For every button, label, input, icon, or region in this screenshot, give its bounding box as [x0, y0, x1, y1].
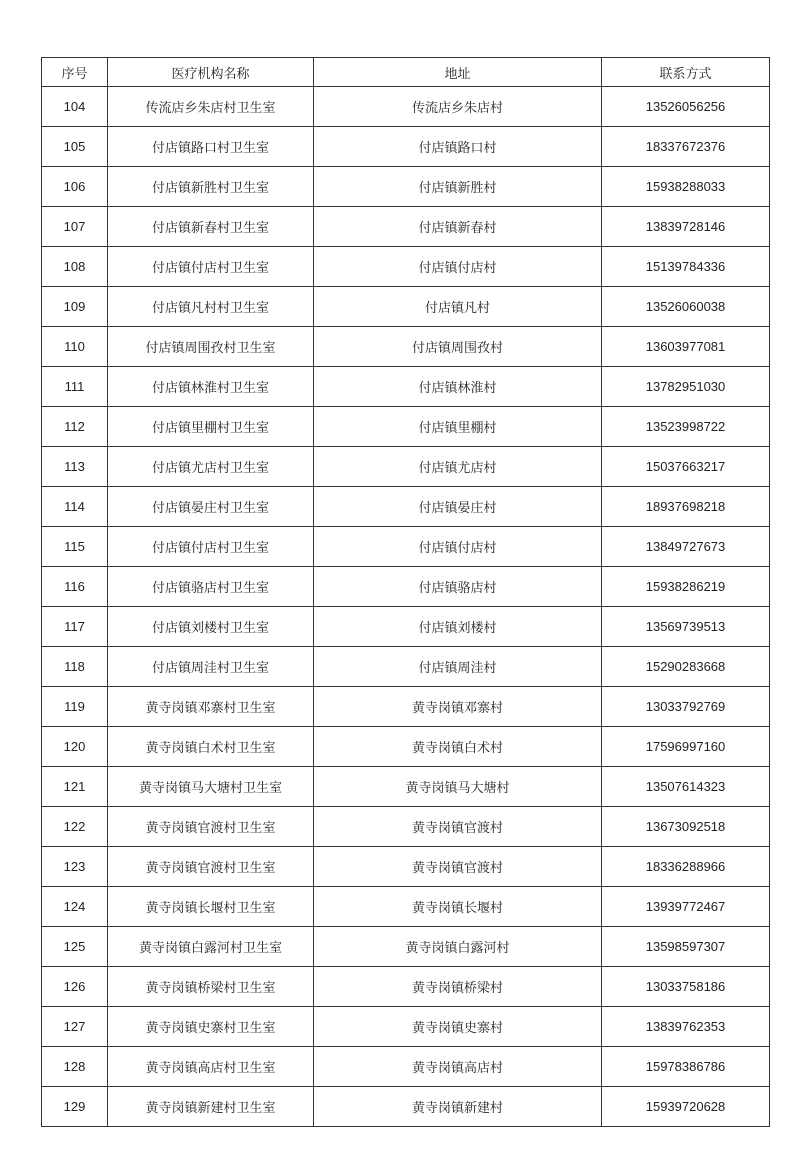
phone-cell: 15939720628 — [602, 1087, 770, 1127]
institution-name-cell: 付店镇付店村卫生室 — [108, 527, 314, 567]
table-row — [42, 167, 770, 207]
phone-cell: 18336288966 — [602, 847, 770, 887]
phone-cell: 18937698218 — [602, 487, 770, 527]
address-cell: 付店镇里棚村 — [314, 407, 602, 447]
address-cell: 付店镇周围孜村 — [314, 327, 602, 367]
serial-number-cell: 114 — [42, 487, 108, 527]
address-cell: 付店镇付店村 — [314, 527, 602, 567]
address-cell: 黄寺岗镇桥梁村 — [314, 967, 602, 1007]
phone-cell: 13033758186 — [602, 967, 770, 1007]
table-row — [42, 487, 770, 527]
address-cell: 付店镇尤店村 — [314, 447, 602, 487]
header-contact: 联系方式 — [602, 58, 770, 87]
serial-number-cell: 129 — [42, 1087, 108, 1127]
table-row — [42, 807, 770, 847]
phone-cell: 13782951030 — [602, 367, 770, 407]
serial-number-cell: 110 — [42, 327, 108, 367]
address-cell: 付店镇新春村 — [314, 207, 602, 247]
institution-name-cell: 付店镇周围孜村卫生室 — [108, 327, 314, 367]
address-cell: 黄寺岗镇官渡村 — [314, 807, 602, 847]
institution-name-cell: 黄寺岗镇官渡村卫生室 — [108, 807, 314, 847]
phone-cell: 13598597307 — [602, 927, 770, 967]
table-row — [42, 927, 770, 967]
address-cell: 黄寺岗镇长堰村 — [314, 887, 602, 927]
institution-name-cell: 黄寺岗镇邓寨村卫生室 — [108, 687, 314, 727]
institution-name-cell: 付店镇付店村卫生室 — [108, 247, 314, 287]
institution-name-cell: 黄寺岗镇马大塘村卫生室 — [108, 767, 314, 807]
serial-number-cell: 117 — [42, 607, 108, 647]
address-cell: 黄寺岗镇白术村 — [314, 727, 602, 767]
table-row — [42, 567, 770, 607]
phone-cell: 13673092518 — [602, 807, 770, 847]
phone-cell: 13523998722 — [602, 407, 770, 447]
table-row — [42, 527, 770, 567]
serial-number-cell: 109 — [42, 287, 108, 327]
address-cell: 黄寺岗镇高店村 — [314, 1047, 602, 1087]
institution-name-cell: 付店镇骆店村卫生室 — [108, 567, 314, 607]
address-cell: 付店镇付店村 — [314, 247, 602, 287]
table-row — [42, 207, 770, 247]
table-row — [42, 447, 770, 487]
address-cell: 付店镇周洼村 — [314, 647, 602, 687]
table-row — [42, 767, 770, 807]
institution-name-cell: 黄寺岗镇桥梁村卫生室 — [108, 967, 314, 1007]
address-cell: 付店镇路口村 — [314, 127, 602, 167]
phone-cell: 13603977081 — [602, 327, 770, 367]
serial-number-cell: 111 — [42, 367, 108, 407]
address-cell: 黄寺岗镇新建村 — [314, 1087, 602, 1127]
phone-cell: 13839762353 — [602, 1007, 770, 1047]
address-cell: 付店镇晏庄村 — [314, 487, 602, 527]
serial-number-cell: 108 — [42, 247, 108, 287]
institution-name-cell: 付店镇路口村卫生室 — [108, 127, 314, 167]
serial-number-cell: 119 — [42, 687, 108, 727]
institution-name-cell: 传流店乡朱店村卫生室 — [108, 87, 314, 127]
phone-cell: 13839728146 — [602, 207, 770, 247]
institution-name-cell: 黄寺岗镇官渡村卫生室 — [108, 847, 314, 887]
address-cell: 传流店乡朱店村 — [314, 87, 602, 127]
serial-number-cell: 115 — [42, 527, 108, 567]
phone-cell: 15037663217 — [602, 447, 770, 487]
serial-number-cell: 125 — [42, 927, 108, 967]
serial-number-cell: 104 — [42, 87, 108, 127]
institution-name-cell: 付店镇新胜村卫生室 — [108, 167, 314, 207]
phone-cell: 13849727673 — [602, 527, 770, 567]
institution-name-cell: 黄寺岗镇白露河村卫生室 — [108, 927, 314, 967]
serial-number-cell: 113 — [42, 447, 108, 487]
table-row — [42, 1007, 770, 1047]
institution-name-cell: 黄寺岗镇史寨村卫生室 — [108, 1007, 314, 1047]
serial-number-cell: 118 — [42, 647, 108, 687]
serial-number-cell: 106 — [42, 167, 108, 207]
institution-name-cell: 黄寺岗镇高店村卫生室 — [108, 1047, 314, 1087]
phone-cell: 13569739513 — [602, 607, 770, 647]
serial-number-cell: 120 — [42, 727, 108, 767]
phone-cell: 13526056256 — [602, 87, 770, 127]
phone-cell: 15978386786 — [602, 1047, 770, 1087]
address-cell: 付店镇刘楼村 — [314, 607, 602, 647]
table-row — [42, 367, 770, 407]
phone-cell: 17596997160 — [602, 727, 770, 767]
table-row — [42, 887, 770, 927]
serial-number-cell: 105 — [42, 127, 108, 167]
serial-number-cell: 128 — [42, 1047, 108, 1087]
address-cell: 付店镇林淮村 — [314, 367, 602, 407]
serial-number-cell: 116 — [42, 567, 108, 607]
table-row — [42, 1087, 770, 1127]
header-address: 地址 — [314, 58, 602, 87]
serial-number-cell: 112 — [42, 407, 108, 447]
institution-name-cell: 黄寺岗镇白术村卫生室 — [108, 727, 314, 767]
serial-number-cell: 124 — [42, 887, 108, 927]
address-cell: 黄寺岗镇邓寨村 — [314, 687, 602, 727]
table-row — [42, 847, 770, 887]
table-row — [42, 647, 770, 687]
phone-cell: 13507614323 — [602, 767, 770, 807]
institution-name-cell: 付店镇刘楼村卫生室 — [108, 607, 314, 647]
institution-name-cell: 付店镇尤店村卫生室 — [108, 447, 314, 487]
serial-number-cell: 122 — [42, 807, 108, 847]
address-cell: 黄寺岗镇官渡村 — [314, 847, 602, 887]
table-row — [42, 327, 770, 367]
phone-cell: 13526060038 — [602, 287, 770, 327]
table-row — [42, 87, 770, 127]
table-row — [42, 287, 770, 327]
address-cell: 付店镇新胜村 — [314, 167, 602, 207]
header-serial-number: 序号 — [42, 58, 108, 87]
institution-name-cell: 付店镇凡村村卫生室 — [108, 287, 314, 327]
address-cell: 黄寺岗镇白露河村 — [314, 927, 602, 967]
institution-name-cell: 付店镇里棚村卫生室 — [108, 407, 314, 447]
phone-cell: 18337672376 — [602, 127, 770, 167]
serial-number-cell: 126 — [42, 967, 108, 1007]
clinic-table — [41, 57, 770, 1127]
phone-cell: 15290283668 — [602, 647, 770, 687]
table-body — [42, 87, 770, 1127]
header-institution-name: 医疗机构名称 — [108, 58, 314, 87]
serial-number-cell: 123 — [42, 847, 108, 887]
table-row — [42, 727, 770, 767]
table-row — [42, 607, 770, 647]
phone-cell: 15938288033 — [602, 167, 770, 207]
table-row — [42, 407, 770, 447]
serial-number-cell: 121 — [42, 767, 108, 807]
address-cell: 付店镇凡村 — [314, 287, 602, 327]
phone-cell: 13939772467 — [602, 887, 770, 927]
table-row — [42, 967, 770, 1007]
institution-name-cell: 黄寺岗镇新建村卫生室 — [108, 1087, 314, 1127]
table-header-row — [42, 58, 770, 87]
serial-number-cell: 107 — [42, 207, 108, 247]
phone-cell: 15139784336 — [602, 247, 770, 287]
address-cell: 付店镇骆店村 — [314, 567, 602, 607]
phone-cell: 13033792769 — [602, 687, 770, 727]
serial-number-cell: 127 — [42, 1007, 108, 1047]
table-row — [42, 247, 770, 287]
table-row — [42, 1047, 770, 1087]
institution-name-cell: 付店镇晏庄村卫生室 — [108, 487, 314, 527]
institution-name-cell: 黄寺岗镇长堰村卫生室 — [108, 887, 314, 927]
table-row — [42, 687, 770, 727]
institution-name-cell: 付店镇周洼村卫生室 — [108, 647, 314, 687]
address-cell: 黄寺岗镇马大塘村 — [314, 767, 602, 807]
institution-name-cell: 付店镇林淮村卫生室 — [108, 367, 314, 407]
table-row — [42, 127, 770, 167]
phone-cell: 15938286219 — [602, 567, 770, 607]
institution-name-cell: 付店镇新春村卫生室 — [108, 207, 314, 247]
address-cell: 黄寺岗镇史寨村 — [314, 1007, 602, 1047]
